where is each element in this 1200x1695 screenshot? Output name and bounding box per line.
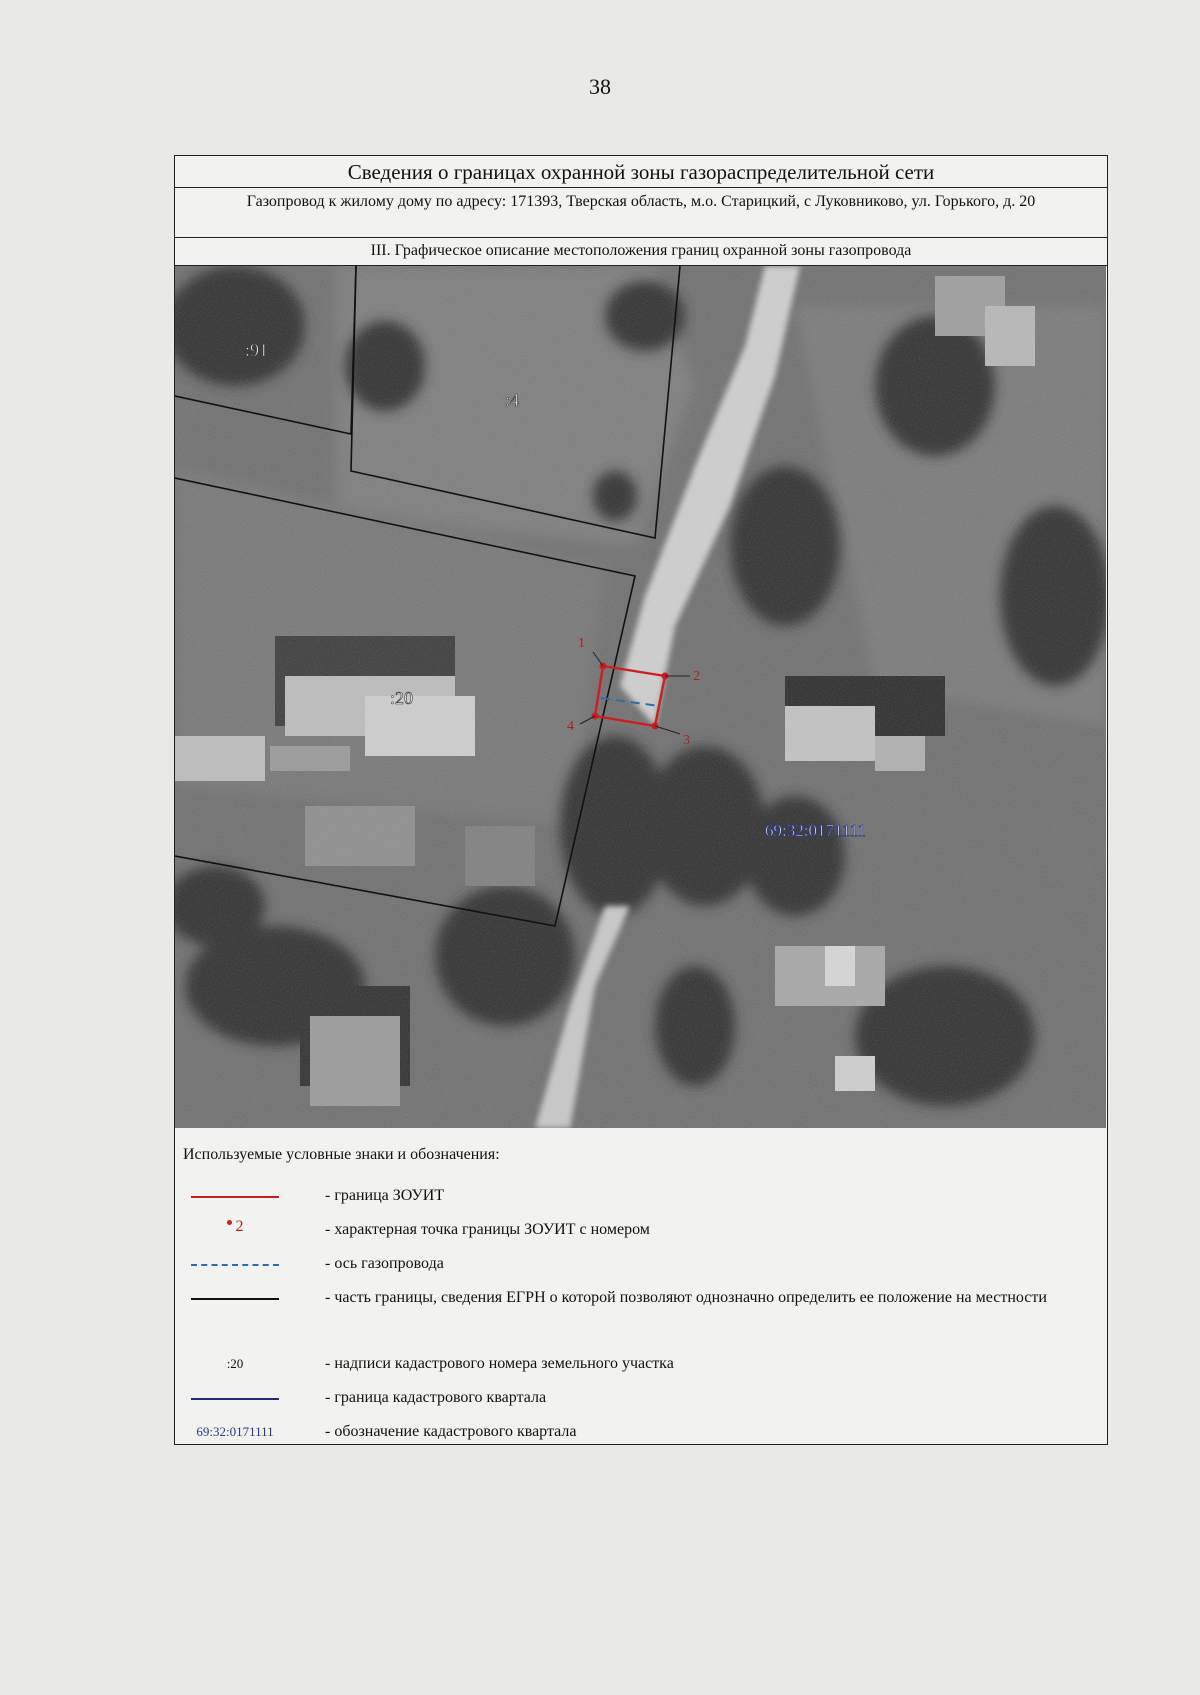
point-label-2: 2 <box>693 669 700 684</box>
point-label-3: 3 <box>683 733 690 748</box>
sheet-title: Сведения о границах охранной зоны газораспределительной сети <box>175 156 1107 188</box>
point-label-1: 1 <box>578 636 585 651</box>
dark-blue-line-symbol <box>191 1398 279 1400</box>
legend-heading: Используемые условные знаки и обозначения: <box>183 1146 500 1163</box>
red-line-symbol <box>191 1196 279 1198</box>
parcel-label-91: :91 <box>245 340 269 360</box>
aerial-map <box>175 266 1106 1128</box>
map-sheet: Сведения о границах охранной зоны газораспределительной сети Газопровод к жилому дому по адресу: 171393, Тверская область, м.о. Старицкий, с Луковниково, ул. Горького, д. 20 III. Графическое описание местоположения границ охранной зоны газопровода 1 2 3 4 :91 :4 :20 69:32:0171111 Используемые условные знаки и обозначения: - граница ЗОУИТ 2 - характерная точка границы ЗОУИТ с номером - ось газопровода - часть границы, сведения ЕГРН о которой позволяют однозначно определить ее положение на местности :20 - надписи кадастрового номера земельного участка - граница кадастрового квартала 69:32:0171111 - обозначение кадастрового квартала <box>174 155 1108 1445</box>
page-number: 38 <box>589 74 611 99</box>
point-label-4: 4 <box>567 719 574 734</box>
quarter-label-symbol: 69:32:0171111 <box>196 1424 274 1439</box>
parcel-label-4: :4 <box>505 390 520 410</box>
blue-dashed-line-symbol <box>191 1264 279 1266</box>
red-point-symbol: 2 <box>187 1218 283 1236</box>
section-heading: III. Графическое описание местоположения границ охранной зоны газопровода <box>175 238 1107 266</box>
sheet-subtitle: Газопровод к жилому дому по адресу: 171393, Тверская область, м.о. Старицкий, с Луковниково, ул. Горького, д. 20 <box>175 188 1107 238</box>
map-canvas <box>175 266 1106 1128</box>
quarter-label: 69:32:0171111 <box>765 821 867 840</box>
parcel-label-20: :20 <box>390 688 414 708</box>
black-line-symbol <box>191 1298 279 1300</box>
parcel-number-label-symbol: :20 <box>226 1356 244 1371</box>
